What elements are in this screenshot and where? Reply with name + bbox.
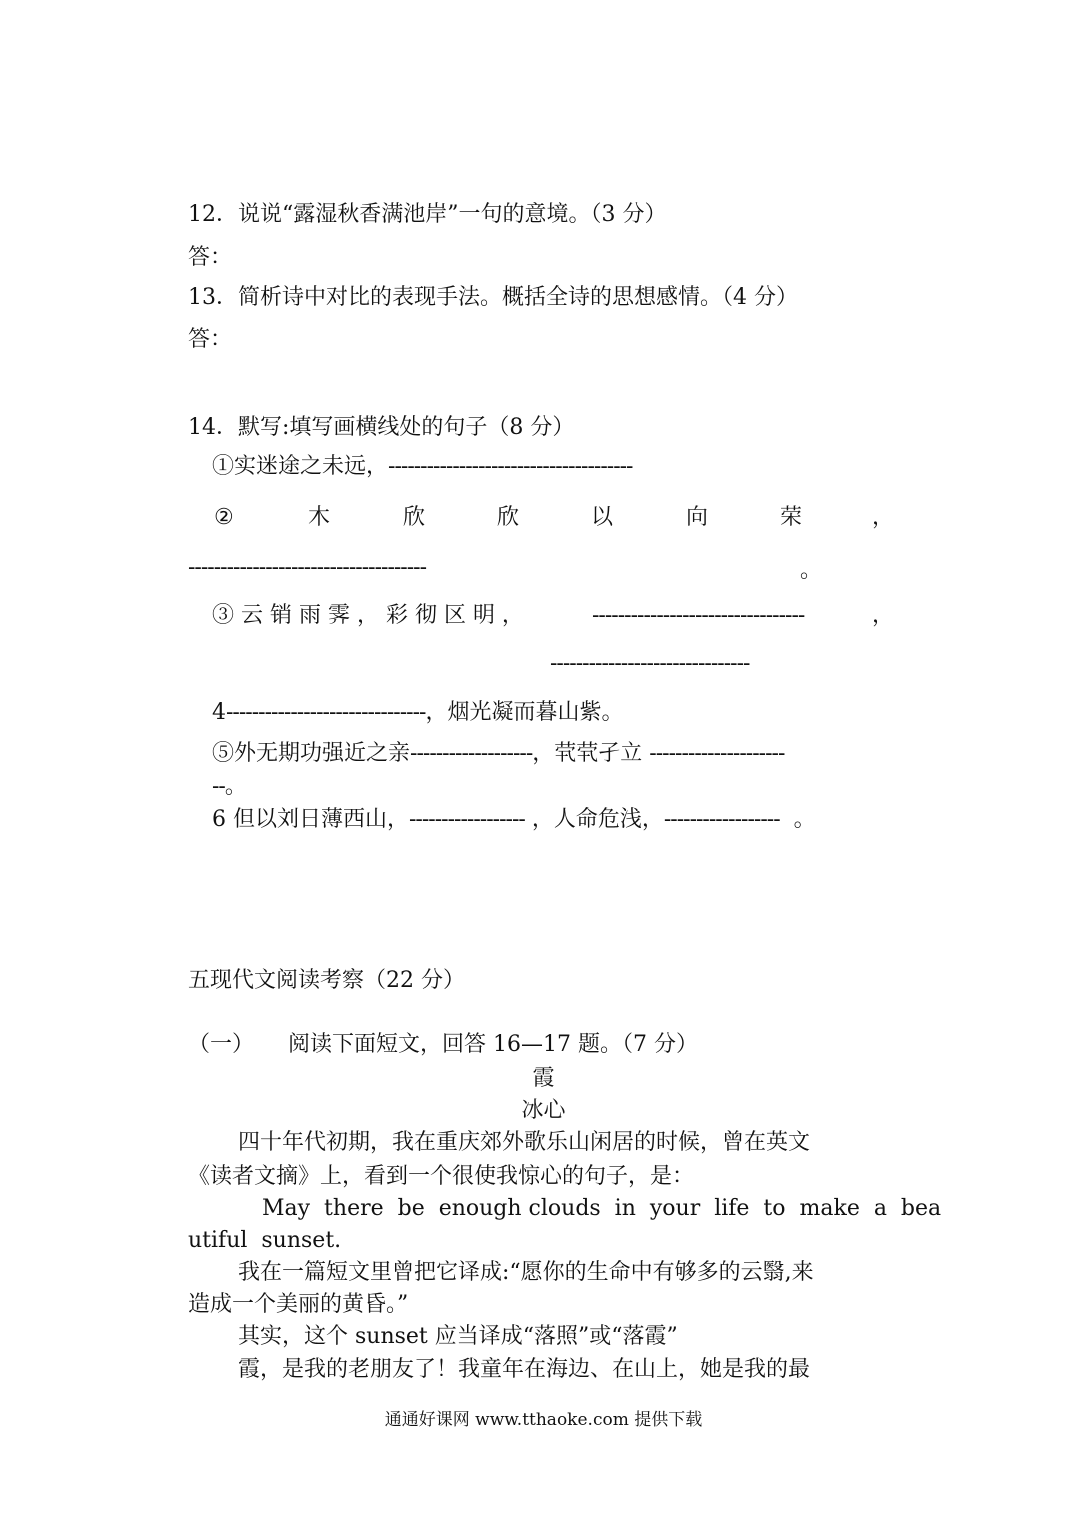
item-5-text-1: ⑤外无期功强近之亲 [212, 741, 411, 766]
section-heading: 五现代文阅读考察（22 分） [188, 968, 465, 993]
essay-title: 霞 [532, 1066, 555, 1091]
paragraph-line: 霞，是我的老朋友了！我童年在海边、在山上，她是我的最 [238, 1357, 811, 1382]
item-1-text: ①实迷途之未远， [212, 454, 389, 479]
paragraph-line: 四十年代初期，我在重庆郊外歌乐山闲居的时候，曾在英文 [238, 1130, 811, 1155]
item-5-blank-1: ------------------- [410, 741, 533, 766]
item-6-text-1: 6 但以刘日薄西山， [212, 807, 409, 832]
essay-author: 冰心 [521, 1098, 566, 1123]
item-2-char: ② [214, 505, 234, 530]
item-3-comma: ， [872, 603, 895, 628]
item-2-char: ， [872, 505, 895, 530]
item-2-char: 以 [591, 505, 614, 530]
item-2-char: 荣 [780, 505, 803, 530]
recite-item-1 [212, 452, 633, 482]
recite-item-5 [212, 739, 784, 769]
item-2-blank: ------------------------------------- [188, 555, 427, 580]
item-2-char: 木 [308, 505, 331, 530]
question-14: 14．默写:填写画横线处的句子（8 分） [188, 415, 575, 440]
item-6-period: 。 [793, 807, 816, 832]
item-2-char: 向 [686, 505, 709, 530]
item-4-number: 4 [212, 700, 226, 725]
item-4-blank: ------------------------------- [226, 700, 426, 725]
paragraph-line: 其实，这个 sunset 应当译成“落照”或“落霞” [238, 1324, 678, 1349]
item-3-text: ③ 云 销 雨 霁 ， 彩 彻 区 明 ， [212, 603, 524, 628]
question-13: 13．简析诗中对比的表现手法。概括全诗的思想感情。（4 分） [188, 285, 798, 310]
paragraph-line: 《读者文摘》上，看到一个很使我惊心的句子，是： [188, 1164, 695, 1189]
english-quote-line: May there be enough clouds in your life to make a bea [262, 1196, 942, 1221]
item-3-blank-1: --------------------------------- [592, 603, 805, 628]
item-6-text-2: ，人命危浅， [531, 807, 664, 832]
recite-item-4 [212, 698, 623, 728]
part-label: （一） [188, 1032, 255, 1057]
part-instruction: 阅读下面短文，回答 16—17 题。（7 分） [288, 1032, 698, 1057]
paragraph-line: 造成一个美丽的黄昏。” [188, 1292, 409, 1317]
item-2-char: 欣 [497, 505, 520, 530]
english-quote-line: utiful sunset. [188, 1228, 342, 1253]
item-5-continuation: --。 [212, 774, 246, 799]
answer-label-12: 答： [188, 245, 233, 270]
item-1-blank: -------------------------------------- [388, 454, 633, 479]
item-2-period: 。 [800, 558, 823, 583]
question-12: 12．说说“露湿秋香满池岸”一句的意境。（3 分） [188, 202, 667, 227]
item-3-blank-2: ------------------------------- [550, 651, 750, 676]
item-5-blank-2: --------------------- [649, 741, 785, 766]
item-6-blank-1: ------------------ [409, 807, 525, 832]
recite-item-6 [212, 805, 816, 835]
answer-label-13: 答： [188, 327, 233, 352]
item-2-char: 欣 [403, 505, 426, 530]
item-4-text: ，烟光凝而暮山紫。 [425, 700, 624, 725]
page-footer: 通通好课网 www.tthaoke.com 提供下载 [384, 1410, 703, 1430]
item-6-blank-2: ------------------ [663, 807, 780, 832]
item-5-text-2: ，茕茕孑立 [532, 741, 643, 766]
paragraph-line: 我在一篇短文里曾把它译成:“愿你的生命中有够多的云翳,来 [238, 1260, 814, 1285]
